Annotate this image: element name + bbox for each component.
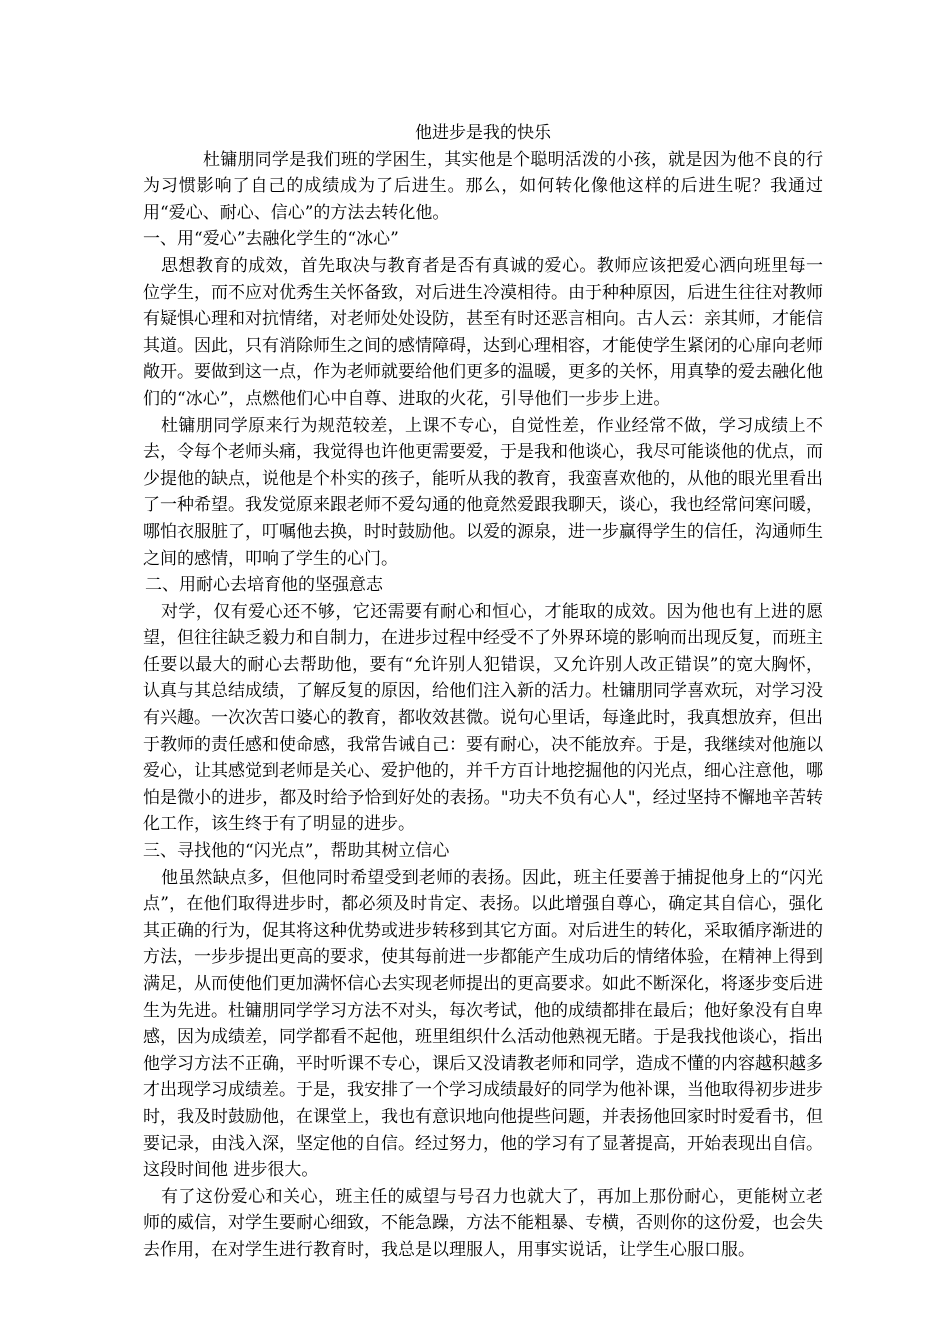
document-title: 他进步是我的快乐 — [415, 123, 551, 143]
section-1-paragraph-2: 杜镛朋同学原来行为规范较差，上课不专心，自觉性差，作业经常不做，学习成绩上不去，令每个老师头痛，我觉得也许他更需要爱，于是我和他谈心，我尽可能谈他的优点，而少提他的缺点，说他是个朴实的孩子，能听从我的教育，我蛮喜欢他的，从他的眼光里看出了一种希望。我发觉原来跟老师不爱勾通的他竟然爱跟我聊天，谈心，我也经常问寒问暖，哪怕衣服脏了，叮嘱他去换，时时鼓励他。以爱的源泉，进一步赢得学生的信任，沟通师生之间的感情，叩响了学生的心门。 — [143, 415, 823, 569]
section-heading-2: 二、用耐心去培育他的坚强意志 — [145, 575, 383, 596]
document-body — [143, 120, 823, 1264]
section-2-paragraph-1: 对学，仅有爱心还不够，它还需要有耐心和恒心，才能取的成效。因为他也有上进的愿望，但往往缺乏毅力和自制力，在进步过程中经受不了外界环境的影响而出现反复，而班主任要以最大的耐心去帮助他，要有“允许别人犯错误，又允许别人改正错误”的宽大胸怀，认真与其总结成绩，了解反复的原因，给他们注入新的活力。杜镛朋同学喜欢玩，对学习没有兴趣。一次次苦口婆心的教育，都收效甚微。说句心里话，每逢此时，我真想放弃，但出于教师的责任感和使命感，我常告诫自己：要有耐心，决不能放弃。于是，我继续对他施以爱心，让其感觉到老师是关心、爱护他的，并千方百计地挖掘他的闪光点，细心注意他，哪怕是微小的进步，都及时给予恰到好处的表扬。"功夫不负有心人"，经过坚持不懈地辛苦转化工作，该生终于有了明显的进步。 — [143, 601, 823, 835]
section-3-paragraph-2: 有了这份爱心和关心，班主任的威望与号召力也就大了，再加上那份耐心，更能树立老师的威信，对学生要耐心细致，不能急躁，方法不能粗暴、专横，否则你的这份爱，也会失去作用，在对学生进行教育时，我总是以理服人，用事实说话，让学生心服口服。 — [143, 1186, 823, 1260]
intro-paragraph: 杜镛朋同学是我们班的学困生，其实他是个聪明活泼的小孩，就是因为他不良的行为习惯影响了自己的成绩成为了后进生。那么，如何转化像他这样的后进生呢？我通过用“爱心、耐心、信心”的方法去转化他。 — [143, 149, 823, 223]
section-heading-3: 三、寻找他的“闪光点”，帮助其树立信心 — [143, 841, 450, 862]
section-3-paragraph-1: 他虽然缺点多，但他同时希望受到老师的表扬。因此，班主任要善于捕捉他身上的“闪光点”，在他们取得进步时，都必须及时肯定、表扬。以此增强自尊心，确定其自信心，强化其正确的行为，促其将这种优势或进步转移到其它方面。对后进生的转化，采取循序渐进的方法，一步步提出更高的要求，使其每前进一步都能产生成功后的情绪体验，在精神上得到满足，从而使他们更加满怀信心去实现老师提出的更高要求。如此不断深化，将逐步变后进生为先进。杜镛朋同学学习方法不对头，每次考试，他的成绩都排在最后；他好象没有自卑感，因为成绩差，同学都看不起他，班里组织什么活动他熟视无睹。于是我找他谈心，指出他学习方法不正确，平时听课不专心，课后又没请教老师和同学，造成不懂的内容越积越多才出现学习成绩差。于是，我安排了一个学习成绩最好的同学为他补课，当他取得初步进步时，我及时鼓励他，在课堂上，我也有意识地向他提些问题，并表扬他回家时时爱看书，但要记录，由浅入深，坚定他的自信。经过努力，他的学习有了显著提高，开始表现出自信。这段时间他 进步很大。 — [143, 867, 823, 1181]
section-heading-1: 一、用“爱心”去融化学生的“冰心” — [143, 229, 399, 250]
section-1-paragraph-1: 思想教育的成效，首先取决与教育者是否有真诚的爱心。教师应该把爱心洒向班里每一位学生，而不应对优秀生关怀备致，对后进生冷漠相待。由于种种原因，后进生往往对教师有疑惧心理和对抗情绪，对老师处处设防，甚至有时还恶言相向。古人云：亲其师，才能信其道。因此，只有消除师生之间的感情障碍，达到心理相容，才能使学生紧闭的心扉向老师敞开。要做到这一点，作为老师就要给他们更多的温暖，更多的关怀，用真挚的爱去融化他们的“冰心”，点燃他们心中自尊、进取的火花，引导他们一步步上进。 — [143, 255, 823, 409]
